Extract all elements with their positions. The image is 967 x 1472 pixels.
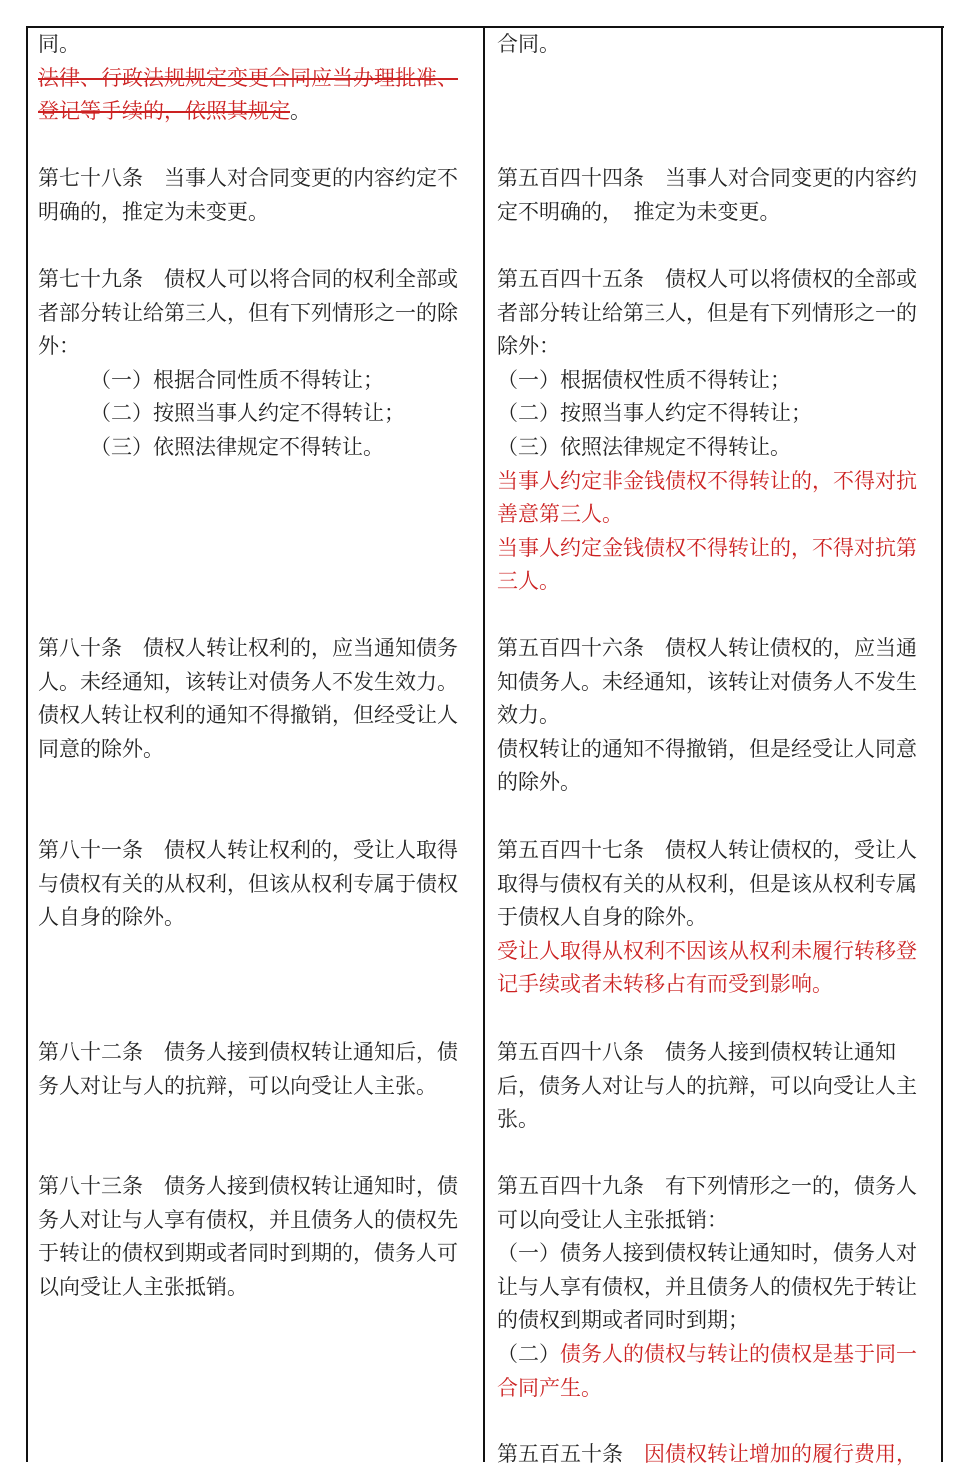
table-column-divider	[483, 26, 485, 1462]
right-row-4	[497, 834, 935, 1002]
article-545: 第五百四十五条 债权人可以将债权的全部或者部分转让给第三人，但是有下列情形之一的除外：	[497, 267, 917, 359]
article-82: 第八十二条 债务人接到债权转让通知后，债务人对让与人的抗辩，可以向受让人主张。	[38, 1040, 458, 1098]
article-546: 第五百四十六条 债权人转让债权的，应当通知债务人。未经通知，该转让对债务人不发生效力。	[497, 636, 917, 728]
left-row-3	[38, 632, 478, 766]
right-row-5	[497, 1036, 935, 1137]
article-80: 第八十条 债权人转让权利的，应当通知债务人。未经通知，该转让对债务人不发生效力。	[38, 636, 458, 694]
right-row-6	[497, 1170, 935, 1405]
article-544: 第五百四十四条 当事人对合同变更的内容约定不明确的， 推定为未变更。	[497, 166, 917, 224]
article-550-heading: 第五百五十条	[497, 1442, 644, 1466]
article-79: 第七十九条 债权人可以将合同的权利全部或者部分转让给第三人，但有下列情形之一的除外：	[38, 267, 458, 359]
right-row-7	[497, 1438, 935, 1472]
table-right-border	[941, 26, 943, 1462]
article-550	[497, 1438, 935, 1472]
article-545-item-3: （三）依照法律规定不得转让。	[497, 434, 791, 459]
left-r0-line: 同。	[38, 32, 80, 56]
deleted-text: 法律、行政法规规定变更合同应当办理批准、登记等手续的，依照其规定	[38, 65, 458, 124]
article-550-added: 因债权转让增加的履行费用，	[644, 1442, 917, 1466]
article-545-added-2: 当事人约定金钱债权不得转让的，不得对抗第三人。	[497, 535, 917, 594]
right-row-1	[497, 162, 935, 229]
article-79-item-1: （一）根据合同性质不得转让；	[90, 367, 384, 392]
article-549: 第五百四十九条 有下列情形之一的，债务人可以向受让人主张抵销：	[497, 1174, 917, 1232]
left-row-6	[38, 1170, 478, 1304]
left-r0-deleted	[38, 62, 478, 129]
right-row-2	[497, 263, 935, 599]
article-549-item-2	[497, 1338, 935, 1405]
article-549-item-2-prefix: （二）	[497, 1341, 560, 1366]
left-row-2	[38, 263, 478, 465]
article-545-item-1: （一）根据债权性质不得转让；	[497, 367, 791, 392]
article-545-added-1: 当事人约定非金钱债权不得转让的，不得对抗善意第三人。	[497, 468, 917, 527]
table-left-border	[26, 26, 28, 1462]
article-546-para-2: 债权转让的通知不得撤销，但是经受让人同意的除外。	[497, 736, 917, 795]
article-81: 第八十一条 债权人转让权利的，受让人取得与债权有关的从权利，但该从权利专属于债权人自身的除外。	[38, 838, 458, 930]
right-r0-line: 合同。	[497, 32, 560, 56]
right-row-3	[497, 632, 935, 800]
article-83: 第八十三条 债务人接到债权转让通知时，债务人对让与人享有债权，并且债务人的债权先于转让的债权到期或者同时到期的，债务人可以向受让人主张抵销。	[38, 1174, 458, 1299]
left-row-0	[38, 28, 478, 129]
article-80-para-2: 债权人转让权利的通知不得撤销，但经受让人同意的除外。	[38, 703, 458, 761]
article-548: 第五百四十八条 债务人接到债权转让通知后，债务人对让与人的抗辩，可以向受让人主张。	[497, 1040, 917, 1132]
article-549-item-2-added: 债务人的债权与转让的债权是基于同一合同产生。	[497, 1341, 917, 1400]
article-547-added: 受让人取得从权利不因该从权利未履行转移登记手续或者未转移占有而受到影响。	[497, 938, 917, 997]
deleted-text-period: 。	[290, 99, 311, 124]
article-549-item-1: （一）债务人接到债权转让通知时，债务人对让与人享有债权，并且债务人的债权先于转让的债权到期或者同时到期；	[497, 1241, 917, 1333]
left-row-5	[38, 1036, 478, 1103]
article-79-item-3: （三）依照法律规定不得转让。	[90, 434, 384, 459]
left-row-4	[38, 834, 478, 935]
article-545-item-2: （二）按照当事人约定不得转让；	[497, 401, 812, 426]
left-row-1	[38, 162, 478, 229]
article-79-item-2: （二）按照当事人约定不得转让；	[90, 401, 405, 426]
right-row-0	[497, 28, 935, 62]
article-547: 第五百四十七条 债权人转让债权的，受让人取得与债权有关的从权利，但是该从权利专属于债权人自身的除外。	[497, 838, 917, 930]
article-78: 第七十八条 当事人对合同变更的内容约定不明确的，推定为未变更。	[38, 166, 458, 224]
